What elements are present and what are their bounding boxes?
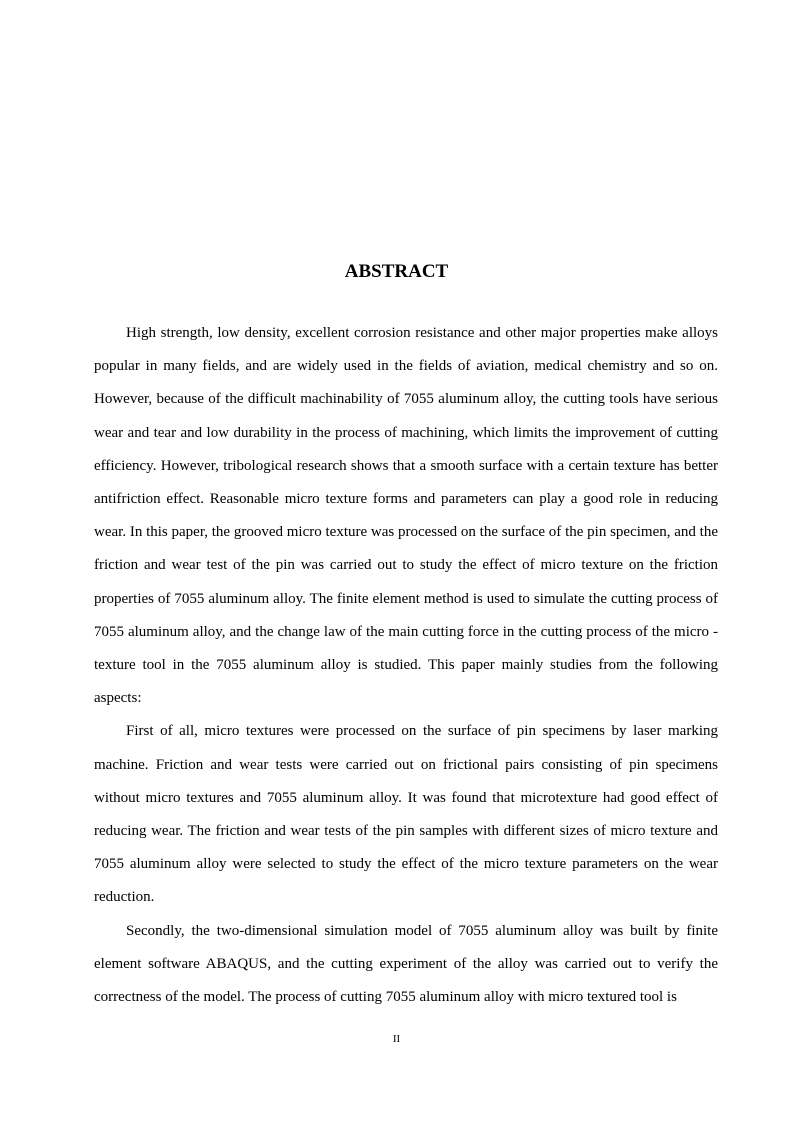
page-number: II (392, 1033, 401, 1045)
abstract-body (94, 317, 718, 1014)
paragraph: First of all, micro textures were processed on the surface of pin specimens by laser marking machine. Friction and wear tests were carried out on frictional pairs consisting of pin specimens without micro textures and 7055 aluminum alloy. It was found that microtexture had good effect of reducing wear. The friction and wear tests of the pin samples with different sizes of micro texture and 7055 aluminum alloy were selected to study the effect of the micro texture parameters on the wear reduction. (94, 723, 718, 906)
paragraph: High strength, low density, excellent corrosion resistance and other major properties make alloys popular in many fields, and are widely used in the fields of aviation, medical chemistry and so on. However, because of the difficult machinability of 7055 aluminum alloy, the cutting tools have serious wear and tear and low durability in the process of machining, which limits the improvement of cutting efficiency. However, tribological research shows that a smooth surface with a certain texture has better antifriction effect. Reasonable micro texture forms and parameters can play a good role in reducing wear. In this paper, the grooved micro texture was processed on the surface of the pin specimen, and the friction and wear test of the pin was carried out to study the effect of micro texture on the friction properties of 7055 aluminum alloy. The finite element method is used to simulate the cutting process of 7055 aluminum alloy, and the change law of the main cutting force in the cutting process of the micro - texture tool in the 7055 aluminum alloy is studied. This paper mainly studies from the following aspects: (94, 325, 718, 707)
paragraph: Secondly, the two-dimensional simulation model of 7055 aluminum alloy was built by finite element software ABAQUS, and the cutting experiment of the alloy was carried out to verify the correctness of the model. The process of cutting 7055 aluminum alloy with micro textured tool is (94, 922, 718, 1006)
abstract-title: ABSTRACT (344, 261, 449, 282)
